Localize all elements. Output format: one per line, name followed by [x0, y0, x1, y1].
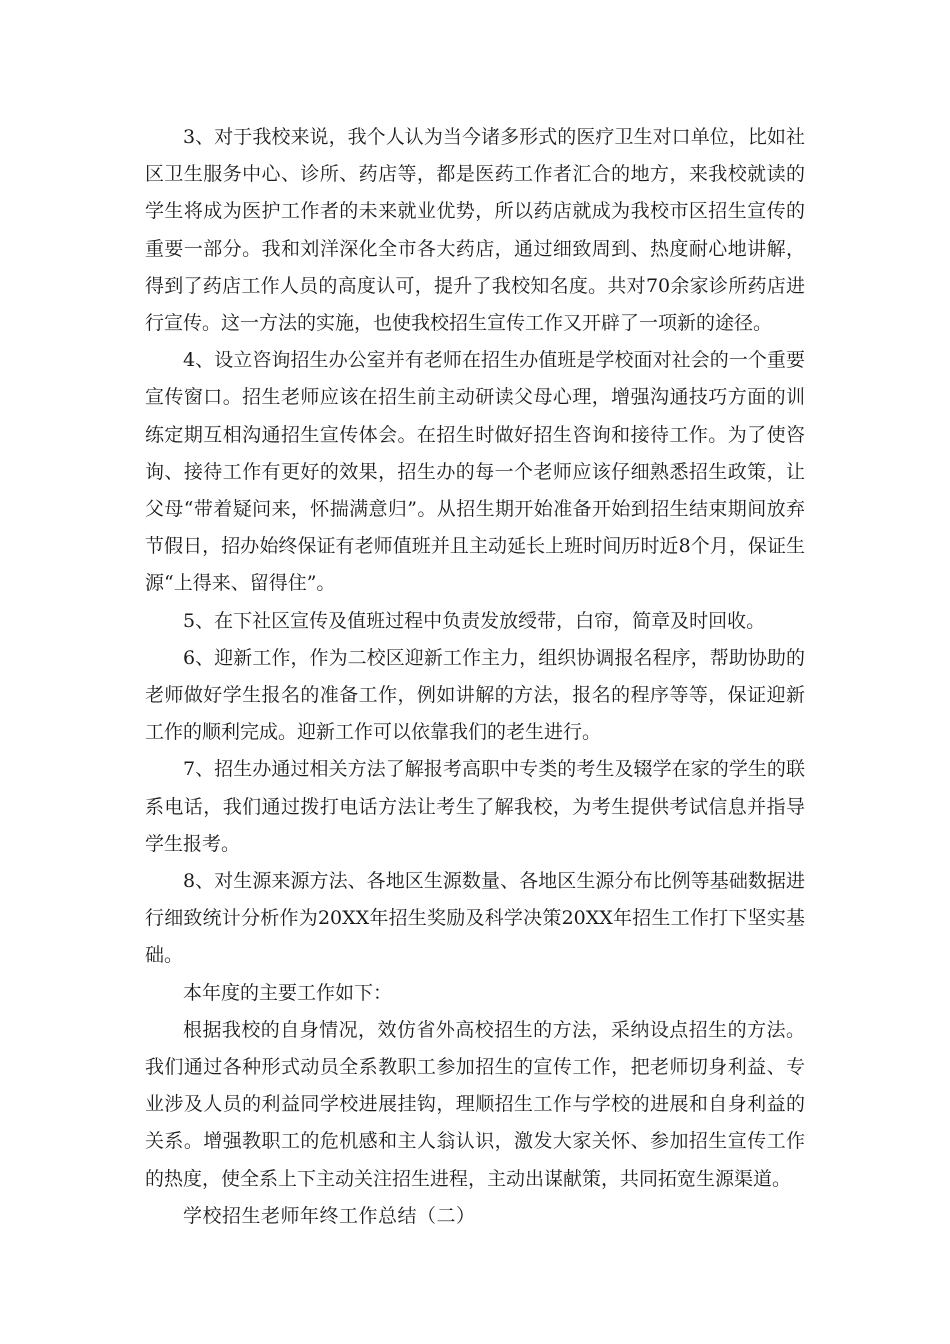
- paragraph-8-data-analysis: 8、对生源来源方法、各地区生源数量、各地区生源分布比例等基础数据进行细致统计分析作为20XX年招生奖励及科学决策20XX年招生工作打下坚实基础。: [145, 870, 805, 967]
- paragraph-recruitment-method: 根据我校的自身情况，效仿省外高校招生的方法，采纳设点招生的方法。我们通过各种形式动员全系教职工参加招生的宣传工作，把老师切身利益、专业涉及人员的利益同学校进展挂钩，理顺招生工作与学校的进展和自身利益的关系。增强教职工的危机感和主人翁认识，激发大家关怀、参加招生宣传工作的热度，使全系上下主动关注招生进程，主动出谋献策，共同拓宽生源渠道。: [145, 1018, 805, 1190]
- paragraph-5-community-promotion: 5、在下社区宣传及值班过程中负责发放绶带，白帘，简章及时回收。: [183, 609, 766, 632]
- paragraph-main-work-heading: 本年度的主要工作如下：: [183, 981, 393, 1004]
- paragraph-4-consultation-office: 4、设立咨询招生办公室并有老师在招生办值班是学校面对社会的一个重要宣传窗口。招生老师应该在招生前主动研读父母心理，增强沟通技巧方面的训练定期互相沟通招生宣传体会。在招生时做好招生咨询和接待工作。为了使咨询、接待工作有更好的效果，招生办的每一个老师应该仔细熟悉招生政策，让父母“带着疑问来，怀揣满意归”。从招生期开始准备开始到招生结束期间放弃节假日，招办始终保证有老师值班并且主动延长上班时间历时近8个月，保证生源“上得来、留得住”。: [145, 349, 805, 595]
- paragraph-7-phone-outreach: 7、招生办通过相关方法了解报考高职中专类的考生及辍学在家的学生的联系电话，我们通过拨打电话方法让考生了解我校，为考生提供考试信息并指导学生报考。: [145, 758, 805, 855]
- paragraph-6-welcome-new-students: 6、迎新工作，作为二校区迎新工作主力，组织协调报名程序，帮助协助的老师做好学生报名的准备工作，例如讲解的方法，报名的程序等等，保证迎新工作的顺利完成。迎新工作可以依靠我们的老生进行。: [145, 646, 805, 744]
- document-body: [145, 119, 805, 1235]
- section-title: 学校招生老师年终工作总结（二）: [183, 1204, 476, 1227]
- paragraph-3-pharmacy-promotion: 3、对于我校来说，我个人认为当今诸多形式的医疗卫生对口单位，比如社区卫生服务中心、诊所、药店等，都是医药工作者汇合的地方，来我校就读的学生将成为医护工作者的未来就业优势，所以药店就成为我校市区招生宣传的重要一部分。我和刘洋深化全市各大药店，通过细致周到、热度耐心地讲解，得到了药店工作人员的高度认可，提升了我校知名度。共对70余家诊所药店进行宣传。这一方法的实施，也使我校招生宣传工作又开辟了一项新的途径。: [145, 126, 805, 335]
